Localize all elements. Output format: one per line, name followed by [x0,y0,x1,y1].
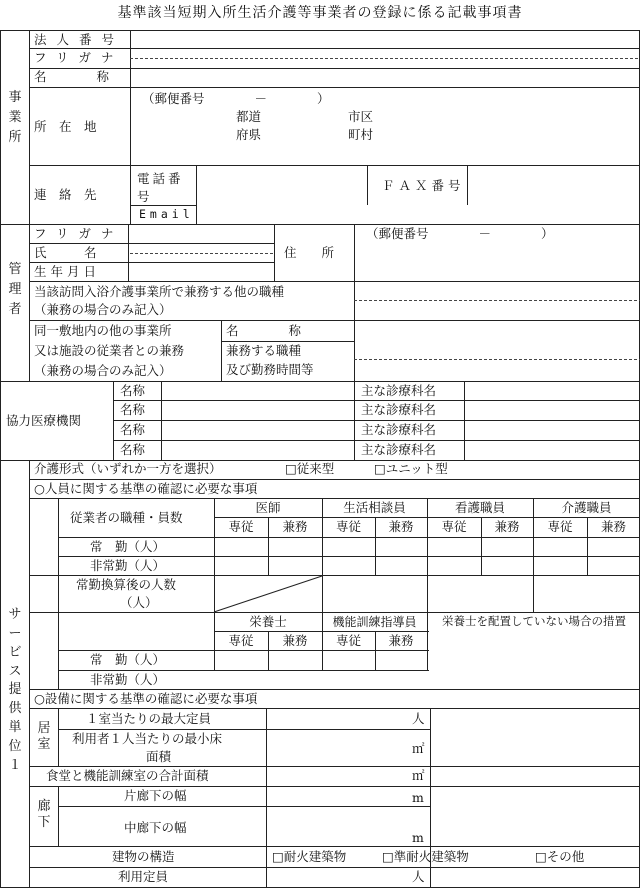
office-email-label: Email [139,207,194,221]
section-label-office: 事業所 [8,90,22,146]
room-label: 居室 [37,721,51,752]
parttime-row-label-2: 非常勤（人） [90,672,166,687]
side-corridor-unit: m [412,790,424,805]
structure-option-semi-fireproof[interactable]: □準耐火建築物 [382,849,469,864]
dietitian-header: 栄養士 [249,614,287,629]
min-area-unit: ㎡ [412,741,425,756]
medical-name-label-1: 名称 [120,383,146,398]
manager-other-label-2: 又は施設の従業者との兼務 [34,343,185,358]
doctor-concurrent: 兼務 [282,519,308,534]
medical-dept-label-2: 主な診療科名 [361,402,437,417]
manager-name-label: 氏 名 [34,245,97,260]
medical-name-label-2: 名称 [120,402,146,417]
fte-row-label: 常勤換算後の人数 [76,577,177,592]
dining-area-label: 食堂と機能訓練室の合計面積 [46,768,209,783]
fulltime-row-label: 常 勤（人） [90,539,166,554]
doctor-header: 医師 [255,500,281,515]
office-city-1: 市区 [348,109,374,124]
medical-dept-label-1: 主な診療科名 [361,383,437,398]
section-label-service: サービス提供単位１ [8,607,22,773]
mid-corridor-unit: m [412,830,424,845]
staff-kind-label: 従業者の職種・員数 [70,510,183,525]
counselor-header: 生活相談員 [343,500,406,515]
care-type-label: 介護形式（いずれか一方を選択） [34,461,222,476]
section-label-manager: 管理者 [8,262,22,318]
office-furigana-label: フリガナ [34,50,124,65]
medical-dept-label-4: 主な診療科名 [361,442,437,457]
office-tel-label: 電話番号 [137,171,184,204]
care-type-option-conventional[interactable]: □従来型 [285,461,335,476]
min-area-label-1: 利用者１人当たりの最小床 [72,731,223,746]
office-pref-2: 府県 [236,127,262,142]
manager-postal-code: （郵便番号 － ） [366,226,554,241]
corridor-label: 廊下 [37,799,51,830]
nurse-header: 看護職員 [454,500,505,515]
structure-option-other[interactable]: □その他 [535,849,585,864]
office-postal-code: （郵便番号 － ） [142,91,330,106]
mid-corridor-label: 中廊下の幅 [124,820,187,835]
trainer-concurrent: 兼務 [388,633,414,648]
manager-other-label-1: 同一敷地内の他の事業所 [34,323,172,338]
office-contact-label: 連 絡 先 [34,187,97,202]
trainer-dedicated: 専従 [335,633,361,648]
side-corridor-label: 片廊下の幅 [124,788,187,803]
parttime-row-label: 非常勤（人） [90,558,166,573]
office-pref-1: 都道 [236,109,262,124]
fulltime-row-label-2: 常 勤（人） [90,652,166,667]
manager-furigana-label: フリガナ [34,226,124,241]
room-capacity-label: １室当たりの最大定員 [86,711,212,726]
capacity-unit: 人 [412,869,425,884]
fte-row-unit: （人） [120,595,158,610]
capacity-label: 利用定員 [118,869,169,884]
dietitian-concurrent: 兼務 [282,633,308,648]
no-dietitian-header: 栄養士を配置していない場合の措置 [442,614,626,628]
care-type-option-unit[interactable]: □ユニット型 [374,461,448,476]
manager-concurrent-note: （兼務の場合のみ記入） [34,302,172,317]
manager-other-label-3: （兼務の場合のみ記入） [34,363,172,378]
medical-name-label-3: 名称 [120,422,146,437]
min-area-label-2: 面積 [146,749,172,764]
staff-section-header: ○人員に関する基準の確認に必要な事項 [34,481,258,496]
nurse-concurrent: 兼務 [494,519,520,534]
caregiver-dedicated: 専従 [547,519,573,534]
structure-option-fireproof[interactable]: □耐火建築物 [272,849,347,864]
caregiver-header: 介護職員 [561,500,612,515]
room-capacity-unit: 人 [412,711,425,726]
office-address-label: 所 在 地 [34,119,97,134]
manager-other-job-label-2: 及び勤務時間等 [226,362,314,377]
corp-number-label: 法人番号 [34,32,125,47]
medical-name-label-4: 名称 [120,442,146,457]
manager-birth-label: 生年月日 [34,264,101,279]
manager-concurrent-label: 当該訪問入浴介護事業所で兼務する他の職種 [34,284,285,299]
page-title: 基準該当短期入所生活介護等事業者の登録に係る記載事項書 [117,5,523,21]
counselor-concurrent: 兼務 [388,519,414,534]
nurse-dedicated: 専従 [441,519,467,534]
office-name-label: 名 称 [34,69,110,84]
dietitian-dedicated: 専従 [228,633,254,648]
medical-dept-label-3: 主な診療科名 [361,422,437,437]
manager-other-name-label: 名 称 [226,323,302,338]
section-label-medical: 協力医療機関 [6,413,82,428]
office-fax-label: ＦＡＸ番号 [382,178,465,193]
doctor-dedicated: 専従 [228,519,254,534]
dining-area-unit: ㎡ [412,768,425,783]
office-city-2: 町村 [348,127,374,142]
trainer-header: 機能訓練指導員 [332,615,417,629]
counselor-dedicated: 専従 [335,519,361,534]
structure-label: 建物の構造 [112,849,175,864]
manager-other-job-label-1: 兼務する職種 [226,343,302,358]
manager-address-label: 住 所 [284,245,335,260]
caregiver-concurrent: 兼務 [600,519,626,534]
facility-section-header: ○設備に関する基準の確認に必要な事項 [34,691,258,706]
